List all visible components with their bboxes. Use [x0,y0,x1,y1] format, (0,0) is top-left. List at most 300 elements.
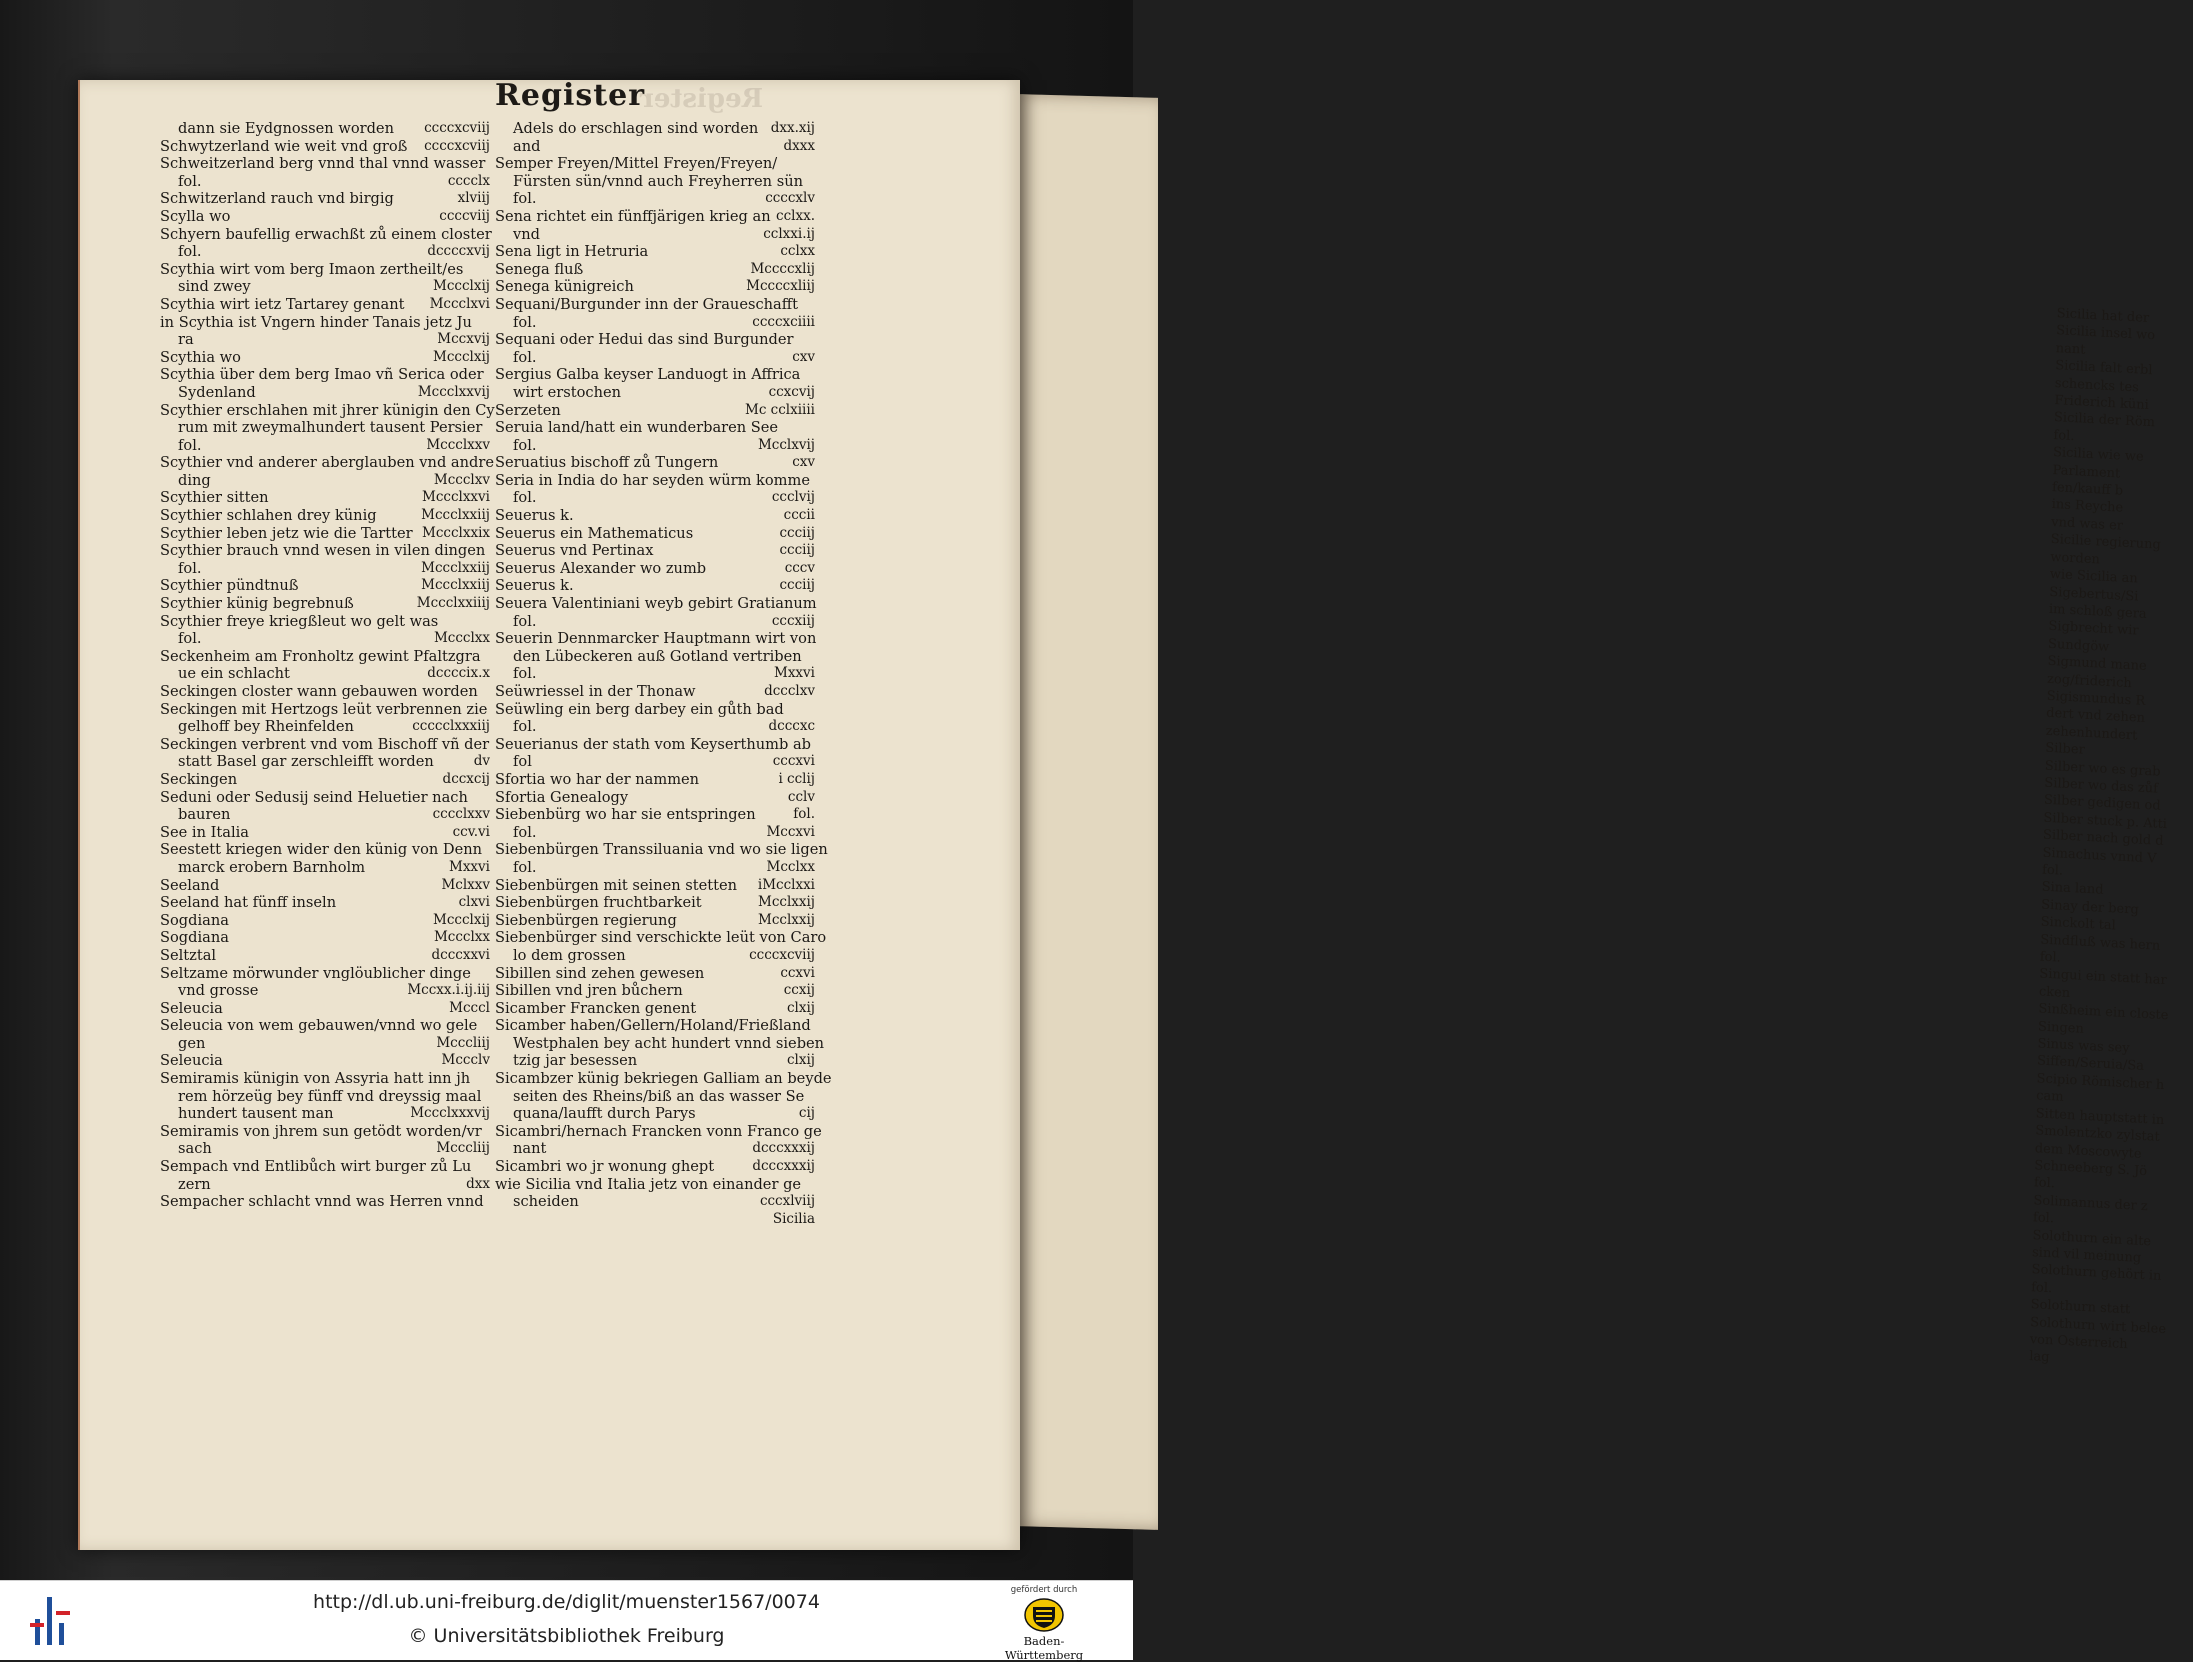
entry-text: fol. [513,858,537,876]
right-page-entry: Solothurn statt [2030,1297,2131,1318]
entry-folio: Mccclxxiiij [416,595,490,612]
entry-text: marck erobern Barnholm [178,858,366,876]
register-entry [160,595,490,613]
entry-folio: Mccclxx [433,929,490,946]
entry-text: Scythier leben jetz wie die Tartter [160,524,413,542]
right-page-entry: Singen [2037,1019,2085,1037]
register-entry [160,261,490,279]
entry-folio: cccxvi [772,753,815,770]
page-title: Register [494,78,646,113]
entry-folio: ccccviij [439,207,490,224]
entry-text: Seuerin Dennmarcker Hauptmann wirt von [495,630,817,648]
right-page-entry: Smolentzko zylstat [2035,1123,2160,1145]
entry-folio: Mccxvi [766,823,815,840]
entry-folio: ccccclxxxiij [412,718,490,735]
register-entry [160,736,490,754]
register-entry [495,173,815,191]
entry-folio: ccclvij [771,489,815,506]
register-entry [495,701,815,719]
right-page-entry: Simachus vnnd V [2042,845,2157,867]
entry-text: Scythia über dem berg Imao vñ Serica oder [160,366,484,384]
entry-text: den Lübeckeren auß Gotland vertriben [513,647,802,665]
entry-folio: Mcccl [449,999,490,1016]
entry-folio: Mcclxx [766,858,815,875]
register-entry [160,1052,490,1070]
register-entry [160,841,490,859]
entry-folio: cccxlviij [759,1193,815,1210]
register-entry [160,560,490,578]
right-page-entry: lag [2029,1349,2050,1366]
entry-text: Seeland [160,876,220,894]
entry-text: fol. [178,436,202,454]
entry-folio: cccv [784,559,815,576]
register-entry [495,542,815,560]
entry-text: tzig jar besessen [513,1052,638,1070]
entry-text: ding [178,471,211,489]
right-page-entry: fol. [2041,862,2064,879]
entry-folio: Mccclxxiij [421,577,490,594]
right-page-entry: Sigebertus/Si [2049,584,2139,604]
entry-text: Sfortia wo har der nammen [495,770,700,788]
entry-text: fol. [178,559,202,577]
entry-text: Sena richtet ein fünffjärigen krieg an [495,207,771,225]
entry-text: Scythier vnd anderer aberglauben vnd andre [160,454,494,472]
entry-text: Seleucia von wem gebauwen/vnnd wo gele [160,1017,478,1035]
entry-text: wie Sicilia vnd Italia jetz von einander ge [495,1175,802,1193]
register-entry [495,736,815,754]
register-entry [160,1105,490,1123]
register-entry [160,1140,490,1158]
entry-folio: Mccclxxxvij [410,1105,490,1122]
right-page-entry: Schneeberg S. Jö [2034,1158,2148,1180]
register-entry [495,613,815,631]
entry-text: Sicamber haben/Gellern/Holand/Frießland [495,1017,811,1035]
entry-text: Seduni oder Sedusij seind Heluetier nach [160,788,468,806]
entry-folio: dccxcij [442,770,490,787]
register-entry [160,806,490,824]
entry-text: Senega fluß [495,260,584,278]
register-entry [495,595,815,613]
entry-text: Seestett kriegen wider den künig von Denn [160,841,483,859]
entry-folio: ccccxlv [765,190,815,207]
entry-folio: Mccccxliij [746,278,815,295]
entry-text: Seckingen verbrent vnd vom Bischoff vñ der [160,735,490,753]
entry-text: Fürsten sün/vnnd auch Freyherren sün [513,172,804,190]
register-entry [495,1122,822,1141]
entry-folio: Mclxxv [441,876,490,893]
right-page-entry: Sicilia insel wo [2056,323,2156,344]
register-entry [160,437,490,455]
register-entry [495,894,815,912]
entry-text: fol. [178,630,202,648]
entry-folio: dcccxc [768,718,815,735]
entry-folio: Mc cclxiiii [745,401,815,418]
entry-folio: Mccclxxiij [421,559,490,576]
register-entry [495,630,815,648]
register-entry [495,402,815,420]
entry-folio: Mccclxij [433,911,490,928]
register-entry [495,665,815,683]
register-entry [495,1105,815,1123]
entry-text: Seleucia [160,1052,223,1070]
entry-folio: ccxcvij [768,383,815,400]
entry-text: Schwitzerland rauch vnd birgig [160,190,394,208]
register-entry [160,877,490,895]
right-page-entry: Sicilia falt erbl [2055,358,2153,379]
right-page-entry: Sicilia wie we [2052,445,2144,465]
right-page-entry: fol. [2030,1279,2053,1296]
entry-folio: Mccccxlij [750,260,815,277]
entry-folio: cxv [792,348,815,365]
entry-folio: Mccclxx [433,630,490,647]
right-page-entry: fol. [2053,427,2075,444]
register-entry [495,789,815,807]
entry-text: Seuera Valentiniani weyb gebirt Gratianum [495,595,817,613]
register-entry [495,384,815,402]
entry-text: Scythier sitten [160,489,269,507]
right-page-entry: Sinus was sey [2037,1036,2130,1057]
register-entry [160,542,490,560]
register-entry [495,525,815,543]
entry-folio: cccxiij [771,612,815,629]
register-entry [160,789,490,807]
entry-folio: Mccclxxv [426,436,490,453]
register-entry [160,1017,490,1035]
entry-text: Siebenbürgen mit seinen stetten [495,876,738,894]
entry-text: rem hörzeüg bey fünff vnd dreyssig maal [178,1087,482,1105]
entry-text: Sibillen vnd jren bůchern [495,982,683,1000]
entry-folio: dxx.xij [770,120,815,136]
register-entry [160,507,490,525]
entry-folio: Mcclxxij [758,911,815,928]
register-entry [160,155,490,173]
right-page-entry: Solothurn wirt belee [2030,1314,2167,1337]
entry-text: vnd [513,225,540,243]
register-entry [495,1193,815,1211]
right-page-entry: zehenhundert [2045,723,2138,744]
entry-text: Sempacher schlacht vnnd was Herren vnnd [160,1193,484,1211]
register-entry [495,331,815,349]
entry-folio: Mcclxvij [757,436,815,453]
entry-text: fol. [513,718,537,736]
register-entry [160,1158,490,1176]
register-entry [160,1035,490,1053]
entry-folio: Mccxx.i.ij.iij [407,982,490,999]
entry-folio: xlviij [457,190,490,207]
register-entry [160,173,490,191]
entry-text: fol. [513,313,537,331]
entry-text: Seckingen [160,770,238,788]
right-page-entry: Solothurn ein alte [2032,1227,2152,1249]
register-entry [160,630,490,648]
sponsor-block [985,1585,1103,1662]
register-entry [160,120,490,138]
entry-text: Schyern baufellig erwachßt zů einem closter [160,225,492,243]
entry-folio: Mccclxij [433,348,490,365]
right-page [1018,94,2169,1530]
entry-text: fol. [513,612,537,630]
entry-folio: Mccclxvi [429,295,490,312]
right-page-entry: fen/kauff b [2051,480,2124,499]
entry-folio: Mcccliij [436,1140,490,1157]
register-entry [160,472,490,490]
register-column-left [160,120,495,1211]
entry-text: Seckenheim am Fronholtz gewint Pfaltzgra [160,647,481,665]
register-entry [160,912,490,930]
right-page-entry: Silber nach gold d [2042,827,2164,850]
register-entry [495,226,815,244]
right-page-entry: Silber stuck p. Atti [2043,810,2168,832]
entry-text: Sequani/Burgunder inn der Graueschafft [495,295,798,313]
register-entry [160,331,490,349]
register-entry [160,1123,490,1141]
entry-folio: cccclxxv [432,806,490,823]
entry-text: Semiramis von jhrem sun getödt worden/vr [160,1122,482,1140]
right-page-entry: schencks tes [2054,375,2139,396]
right-page-entry: vnd was er [2051,514,2124,534]
entry-folio: cclxx. [776,207,815,224]
entry-text: Sergius Galba keyser Landuogt in Affrica [495,366,801,384]
entry-folio: dcccxxxij [752,1140,815,1157]
register-entry [495,243,815,261]
right-page-entry: Sinßheim ein closte [2038,1001,2169,1024]
bleed-through-title: Register [640,84,764,114]
register-entry [160,1193,490,1211]
register-entry [495,349,815,367]
entry-text: Scythia wirt ietz Tartarey genant [160,295,405,313]
entry-text: Semper Freyen/Mittel Freyen/Freyen/ [495,155,778,173]
register-entry [495,912,815,930]
right-page-entry: Solimannus der z [2033,1192,2148,1214]
register-entry [495,454,815,472]
right-page-entry: fol. [2032,1210,2055,1227]
sponsor-name: Baden-Württemberg [1004,1634,1084,1662]
register-entry [495,507,815,525]
entry-text: Seüwling ein berg darbey ein gůth bad [495,700,784,718]
entry-text: fol. [178,172,202,190]
entry-folio: Mccclxv [433,471,490,488]
entry-folio: ccciij [779,577,815,594]
entry-text: Siebenbürger sind verschickte leüt von Caro [495,929,827,947]
register-entry [495,419,815,437]
right-page-entry: Solothurn gehört in [2031,1262,2162,1285]
right-page-entry: nant [2055,340,2086,358]
register-entry [495,806,815,824]
right-page-entry: fol. [2039,949,2061,966]
register-entry [160,929,490,947]
entry-text: dann sie Eydgnossen worden [178,120,394,137]
register-entry [160,401,495,420]
entry-folio: Mccclxij [433,278,490,295]
entry-text: Siebenbürgen fruchtbarkeit [495,894,702,912]
footer-bar [0,1580,1133,1660]
entry-folio: ccxij [783,982,815,999]
entry-text: Scylla wo [160,207,231,225]
register-entry [160,613,490,631]
entry-folio: Mcccliij [436,1034,490,1051]
entry-folio: Sicilia [772,1210,815,1227]
entry-text: Senega künigreich [495,278,634,296]
entry-folio: ccv.vi [452,823,490,840]
right-page-entry: Sitten hauptstatt in [2035,1106,2165,1128]
register-entry [160,947,490,965]
right-page-entry: wie Sicilia an [2049,566,2138,587]
entry-text: fol. [513,489,537,507]
entry-text: ra [178,331,194,349]
register-entry [160,314,490,332]
entry-text: rum mit zweymalhundert tausent Persier [178,419,483,437]
entry-text: seiten des Rheins/biß an das wasser Se [513,1087,805,1105]
entry-folio: Mccclxxiij [421,507,490,524]
register-entry [495,1034,825,1053]
entry-text: Westphalen bey acht hundert vnnd sieben [513,1034,825,1052]
right-page-entry: Silber [2045,740,2085,758]
register-entry [495,314,815,332]
entry-text: gen [178,1034,206,1052]
register-entry [160,278,490,296]
entry-folio: cxv [792,454,815,471]
register-entry [495,1088,815,1106]
entry-text: Seuerus Alexander wo zumb [495,559,707,577]
entry-folio: clxij [787,999,815,1016]
entry-text: quana/laufft durch Parys [513,1105,696,1123]
entry-text: Sena ligt in Hetruria [495,243,649,261]
register-entry [495,278,815,296]
entry-text: Seuerus k. [495,577,574,595]
entry-text: Sibillen sind zehen gewesen [495,964,705,982]
register-entry [495,753,815,771]
entry-folio: dv [473,753,490,770]
entry-text: Seltztal [160,946,217,964]
entry-folio: Mxxvi [774,665,815,682]
right-page-entry: Sicilia der Röm [2053,410,2156,431]
register-entry [160,859,490,877]
register-entry [495,437,815,455]
register-entry [495,489,815,507]
register-entry [160,419,490,437]
entry-text: Semiramis künigin von Assyria hatt inn jh [160,1070,471,1088]
entry-text: Scythier freye kriegßleut wo gelt was [160,612,439,630]
entry-text: Scythia wirt vom berg Imaon zertheilt/es [160,260,464,278]
register-entry [495,1017,815,1035]
right-page-entry: Scipio Römischer h [2036,1071,2165,1093]
sponsor-label: gefördert durch [1010,1585,1078,1595]
entry-text: fol. [513,436,537,454]
entry-text: hundert tausent man [178,1105,334,1123]
entry-folio: Mcclxxij [758,894,815,911]
right-page-entry: Sigmund mane [2047,653,2147,675]
copyright-notice: © Universitätsbibliothek Freiburg [408,1625,725,1647]
entry-folio: dccccxvij [427,243,490,260]
register-entry [495,190,815,208]
right-page-entry: Friderich küni [2054,393,2149,414]
register-entry [160,296,490,314]
entry-text: Siebenbürgen Transsiluania vnd wo sie ligen [495,841,828,859]
entry-folio: dxx [466,1175,490,1192]
permalink-url[interactable]: http://dl.ub.uni-freiburg.de/diglit/muenster1567/0074 [313,1591,820,1613]
entry-text: bauren [178,806,231,824]
register-entry [160,1070,490,1088]
register-entry [495,472,815,490]
entry-text: Sequani oder Hedui das sind Burgunder [495,331,794,349]
entry-text: Seruia land/hatt ein wunderbaren See [495,419,779,437]
register-entry [495,1070,832,1088]
register-entry [160,665,490,683]
right-page-entry: cam [2035,1088,2064,1106]
right-page-entry: Sinckolt tal [2040,914,2116,934]
entry-text: Sicambri wo jr wonung ghept [495,1158,715,1176]
right-page-entry: Sicilie regierung [2050,532,2161,553]
register-entry [160,718,490,736]
entry-text: Seria in India do har seyden würm komme [495,471,810,489]
register-entry [495,877,815,895]
register-entry [160,226,490,244]
right-page-entry: dem Moscowyte [2034,1140,2142,1162]
right-page-entry: Silber wo das zůf [2044,775,2159,797]
entry-text: Sicamber Francken genent [495,999,697,1017]
entry-text: Siebenbürgen regierung [495,911,677,929]
register-column-right [495,120,832,1228]
right-page-entry: Sindfluß was hern [2040,932,2161,954]
register-entry [160,366,490,384]
register-entry [160,525,490,543]
entry-text: Sempach vnd Entlibůch wirt burger zů Lu [160,1158,472,1176]
right-page-entry: Singui ein statt har [2039,966,2167,989]
register-entry [495,771,815,789]
right-page-entry: worden [2050,549,2101,568]
register-entry [160,753,490,771]
entry-text: scheiden [513,1193,579,1211]
entry-folio: ccccxcviij [749,946,815,963]
right-page-entry: Sigbrecht wir [2048,619,2139,639]
entry-text: Siebenbürg wo har sie entspringen [495,806,756,824]
entry-text: See in Italia [160,823,249,841]
right-page-entry: Silber gedigen od [2043,793,2161,815]
register-entry [160,577,490,595]
entry-text: Seuerus k. [495,507,574,525]
entry-folio: Mccclxxix [422,524,490,541]
right-page-entry: ins Reyche [2051,497,2124,517]
register-entry [495,296,815,314]
right-page-entry: im schloß gera [2048,601,2147,622]
entry-folio: Mccxvij [437,331,490,348]
entry-text: Schweitzerland berg vnnd thal vnnd wasser [160,155,486,173]
entry-text: Scythier schlahen drey künig [160,507,377,525]
entry-text: Scythier pündtnuß [160,577,299,595]
entry-folio: dccccix.x [427,665,490,682]
register-entry [495,1211,815,1229]
right-page-entry: Silber wo es grab [2044,758,2161,780]
entry-folio: cclxxi.ij [763,225,815,242]
entry-folio: ccciij [779,542,815,559]
register-entry [160,1000,490,1018]
entry-text: vnd grosse [178,982,259,1000]
entry-folio: dcccxxxij [752,1158,815,1175]
register-entry [495,1158,815,1176]
entry-folio: ccccxcviij [424,120,490,136]
register-entry [160,208,490,226]
entry-text: Scythia wo [160,348,241,366]
entry-text: sind zwey [178,278,251,296]
right-page-entry: von Osterreich [2029,1332,2128,1353]
entry-text: sach [178,1140,212,1158]
entry-text: Seruatius bischoff zů Tungern [495,454,719,472]
entry-text: fol [513,753,532,771]
register-entry [495,824,815,842]
register-entry [495,1000,815,1018]
entry-text: Sfortia Genealogy [495,788,629,806]
entry-folio: cclv [787,788,815,805]
